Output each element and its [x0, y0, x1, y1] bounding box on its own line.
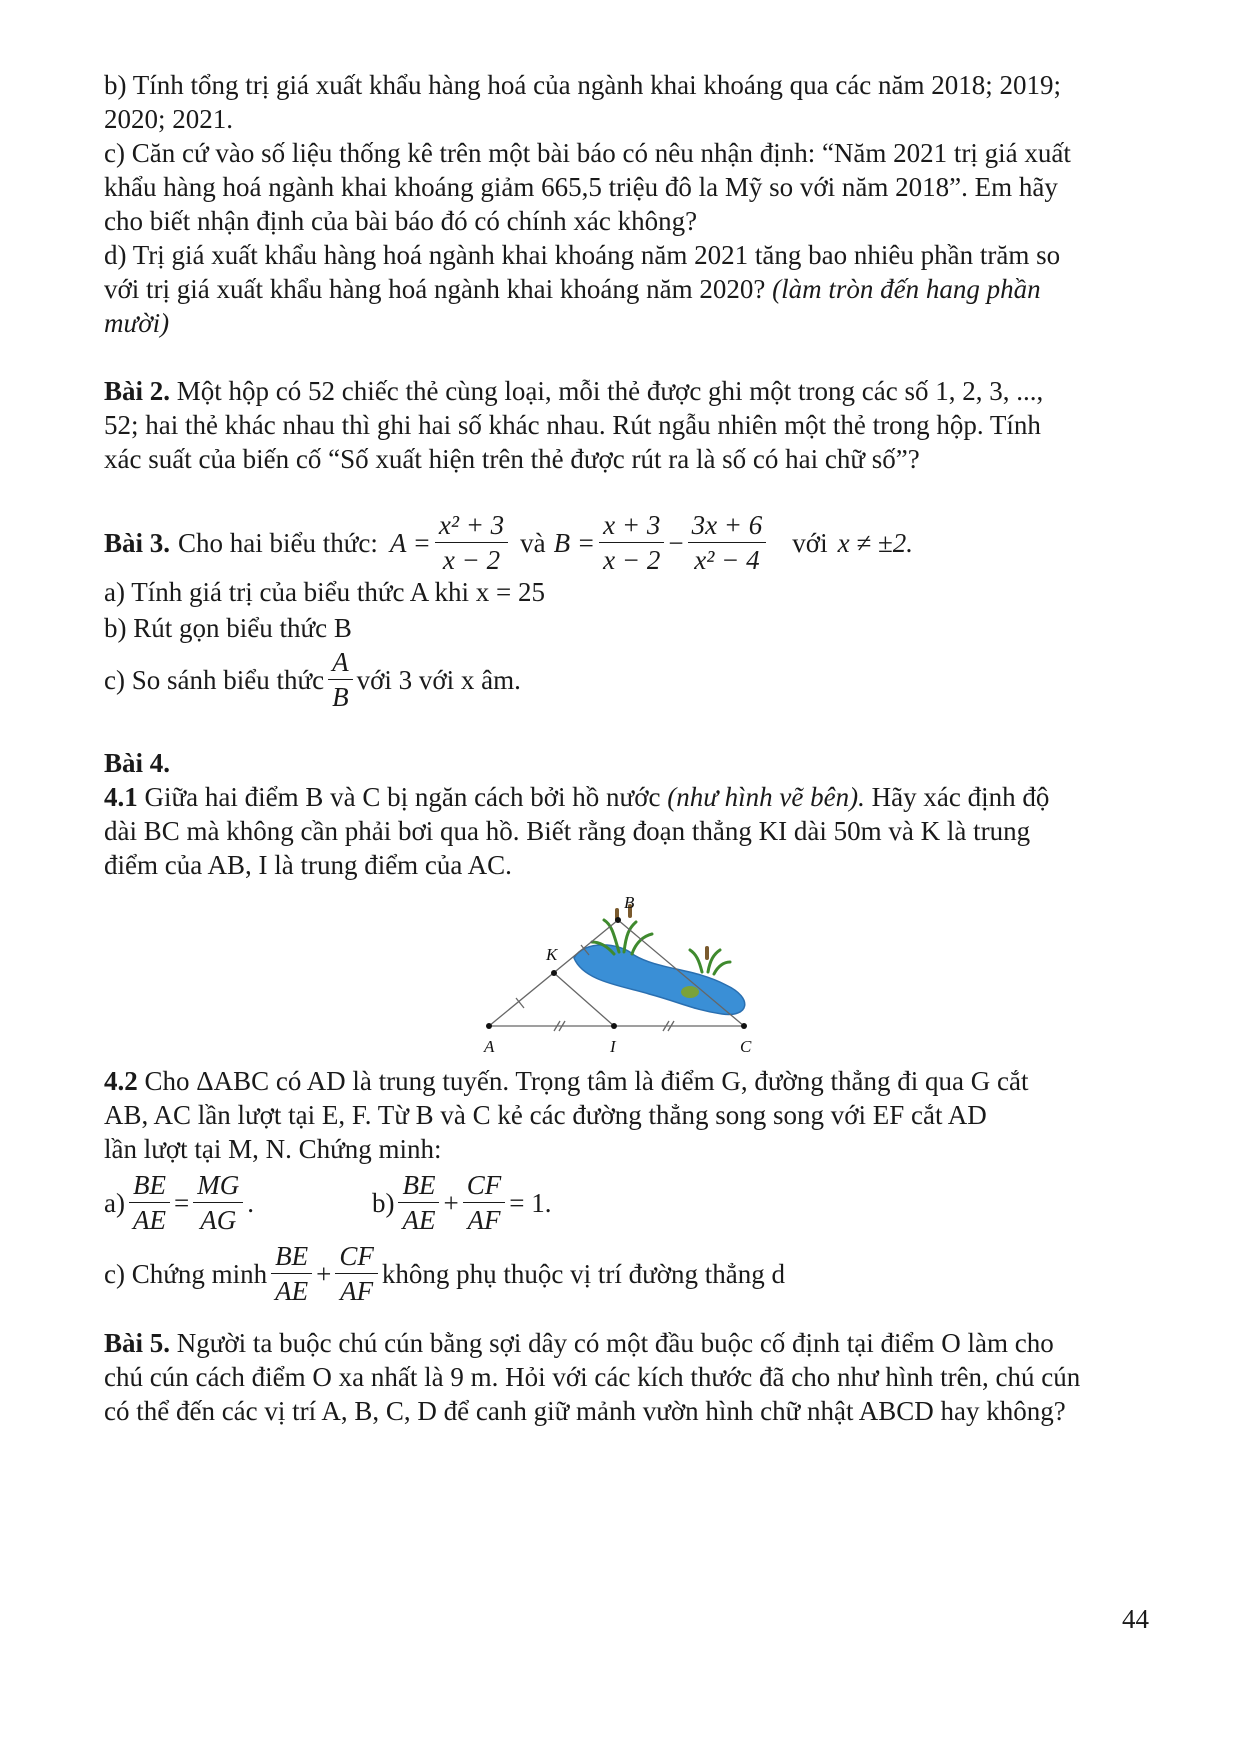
ratio-a-over-b: [328, 647, 353, 712]
exercise-4-2-line-1: [104, 1064, 1150, 1098]
expr-b2-denominator: x² − 4: [694, 545, 760, 575]
exercise-3-c-pre: c) So sánh biểu thức: [104, 664, 325, 695]
label-b: B: [624, 893, 635, 912]
expr-b1-denominator: x − 2: [603, 545, 661, 575]
exercise-1-b-line-2: 2020; 2021.: [104, 104, 234, 134]
label-a: A: [484, 1037, 495, 1056]
point-k: [551, 970, 557, 976]
exercise-1-c-line-3: cho biết nhận định của bài báo đó có chính xác không?: [104, 206, 698, 236]
expr-b2-numerator: 3x + 6: [688, 510, 767, 543]
exercise-2-label: Bài 2.: [104, 376, 171, 406]
exercise-1-d-note: (làm tròn đến hang phần: [772, 274, 1041, 304]
expr-b-fraction-1: [599, 510, 664, 575]
point-c: [741, 1023, 747, 1029]
label-k: K: [546, 945, 558, 964]
exercise-1-continued: [104, 68, 1150, 340]
exercise-4-2-ab: [104, 1170, 1150, 1235]
exercise-4-1-label: 4.1: [104, 782, 138, 812]
expr-b-minus: −: [668, 527, 684, 558]
exercise-1-c-line-1: c) Căn cứ vào số liệu thống kê trên một bài báo có nêu nhận định: “Năm 2021 trị giá xuất: [104, 138, 1071, 168]
part-c-den-2: AF: [340, 1276, 374, 1306]
part-a-num-2: MG: [193, 1170, 243, 1203]
part-a-end: .: [247, 1187, 254, 1218]
ratio-denominator: B: [332, 682, 349, 712]
part-c-num-1: BE: [271, 1241, 312, 1274]
part-b-num-2: CF: [463, 1170, 506, 1203]
part-b-num-1: BE: [398, 1170, 439, 1203]
expr-a-fraction: [435, 510, 508, 575]
part-b-frac-1: [398, 1170, 439, 1235]
point-b: [615, 917, 621, 923]
part-a-frac-1: [129, 1170, 170, 1235]
exercise-3-label: Bài 3.: [104, 527, 171, 558]
exercise-4-2-line-3: lần lượt tại M, N. Chứng minh:: [104, 1134, 442, 1164]
part-c-label: c) Chứng minh: [104, 1258, 268, 1289]
part-a-frac-2: [193, 1170, 243, 1235]
exercise-4-2-c: [104, 1241, 1150, 1306]
part-b-plus: +: [443, 1187, 459, 1218]
exercise-1-b-line-1: b) Tính tổng trị giá xuất khẩu hàng hoá của ngành khai khoáng qua các năm 2018; 2019;: [104, 70, 1062, 100]
exercise-3-c: [104, 647, 1150, 712]
exercise-2-line-2: 52; hai thẻ khác nhau thì ghi hai số khác nhau. Rút ngẫu nhiên một thẻ trong hộp. Tính: [104, 410, 1041, 440]
part-a-den-1: AE: [132, 1205, 166, 1235]
exercise-4-2-text-1: Cho ΔABC có AD là trung tuyến. Trọng tâm là điểm G, đường thẳng đi qua G cắt: [144, 1066, 1029, 1096]
exercise-3-expressions: [104, 510, 1150, 575]
part-b-end: = 1.: [509, 1187, 552, 1218]
exercise-1-d-note-end: mười): [104, 308, 170, 338]
expr-a-lhs: A =: [389, 527, 431, 558]
exercise-3-a: a) Tính giá trị của biểu thức A khi x = 25: [104, 577, 546, 607]
exercise-5-line-3: có thể đến các vị trí A, B, C, D để canh giữ mảnh vườn hình chữ nhật ABCD hay không?: [104, 1396, 1066, 1426]
exercise-5-line-1: [104, 1326, 1150, 1360]
part-c-frac-2: [335, 1241, 378, 1306]
exercise-3-b: b) Rút gọn biểu thức B: [104, 613, 352, 643]
part-c-frac-1: [271, 1241, 312, 1306]
part-a-equals: =: [173, 1187, 190, 1218]
expr-b-lhs: B =: [553, 527, 596, 558]
exercise-1-c-line-2: khẩu hàng hoá ngành khai khoáng giảm 665,5 triệu đô la Mỹ so với năm 2018”. Em hãy: [104, 172, 1058, 202]
exercise-3-intro: Cho hai biểu thức:: [178, 527, 378, 558]
word-and: và: [520, 527, 546, 558]
exercise-5-label: Bài 5.: [104, 1328, 171, 1358]
part-c-end: không phụ thuộc vị trí đường thẳng d: [381, 1258, 786, 1289]
expr-a-numerator: x² + 3: [435, 510, 508, 543]
exercise-1-d-line-1: d) Trị giá xuất khẩu hàng hoá ngành khai khoáng năm 2021 tăng bao nhiêu phần trăm so: [104, 240, 1061, 270]
exercise-4-1-line-2: dài BC mà không cần phải bơi qua hồ. Biết rằng đoạn thẳng KI dài 50m và K là trung: [104, 816, 1031, 846]
lake-island: [681, 986, 699, 998]
exercise-1-d-text: với trị giá xuất khẩu hàng hoá ngành khai khoáng năm 2020?: [104, 274, 766, 304]
label-i: I: [610, 1037, 616, 1056]
exercise-4-1-line-3: điểm của AB, I là trung điểm của AC.: [104, 850, 512, 880]
exercise-5-text-1: Người ta buộc chú cún bằng sợi dây có một đầu buộc cố định tại điểm O làm cho: [176, 1328, 1054, 1358]
exercise-4-1-text-b: Hãy xác định độ: [871, 782, 1050, 812]
lake-triangle-svg: [464, 890, 794, 1058]
expr-condition: x ≠ ±2.: [837, 527, 913, 558]
exercise-4-2-line-2: AB, AC lần lượt tại E, F. Từ B và C kẻ các đường thẳng song song với EF cắt AD: [104, 1100, 987, 1130]
exercise-1-d-line-2: [104, 272, 1150, 306]
part-b-label: b): [371, 1187, 395, 1218]
exercise-2-line-1: [104, 374, 1150, 408]
label-c: C: [740, 1037, 752, 1056]
part-b-den-2: AF: [467, 1205, 501, 1235]
expr-a-denominator: x − 2: [442, 545, 501, 575]
point-i: [611, 1023, 617, 1029]
part-b-frac-2: [463, 1170, 506, 1235]
exercise-5: [104, 1326, 1150, 1428]
part-c-plus: +: [316, 1258, 332, 1289]
exercise-2-text-1: Một hộp có 52 chiếc thẻ cùng loại, mỗi thẻ được ghi một trong các số 1, 2, 3, ...,: [176, 376, 1044, 406]
lake-triangle-figure: [104, 890, 1150, 1060]
part-a-den-2: AG: [200, 1205, 237, 1235]
exercise-4-1-text-a: Giữa hai điểm B và C bị ngăn cách bởi hồ nước: [144, 782, 661, 812]
part-c-num-2: CF: [335, 1241, 378, 1274]
part-c-den-1: AE: [275, 1276, 309, 1306]
part-b-den-1: AE: [402, 1205, 436, 1235]
exercise-4-1-figure-note: (như hình vẽ bên).: [667, 782, 865, 812]
exercise-3-c-post: với 3 với x âm.: [356, 664, 521, 695]
exercise-4: [104, 746, 1150, 1306]
exercise-2-line-3: xác suất của biến cố “Số xuất hiện trên thẻ được rút ra là số có hai chữ số”?: [104, 444, 920, 474]
expr-b-fraction-2: [688, 510, 767, 575]
exercise-4-label: Bài 4.: [104, 748, 171, 778]
page-number: 44: [1122, 1604, 1149, 1634]
exercise-2: [104, 374, 1150, 476]
expr-b1-numerator: x + 3: [599, 510, 664, 543]
part-a-num-1: BE: [129, 1170, 170, 1203]
exercise-4-1-line-1: [104, 780, 1150, 814]
exercise-3: [104, 510, 1150, 712]
exercise-5-line-2: chú cún cách điểm O xa nhất là 9 m. Hỏi với các kích thước đã cho như hình trên, chú cún: [104, 1362, 1081, 1392]
part-a-label: a): [104, 1187, 125, 1218]
ratio-numerator: A: [328, 647, 353, 680]
word-with: với: [792, 527, 828, 558]
document-page: [104, 68, 1150, 1428]
exercise-4-2-label: 4.2: [104, 1066, 138, 1096]
point-a: [486, 1023, 492, 1029]
